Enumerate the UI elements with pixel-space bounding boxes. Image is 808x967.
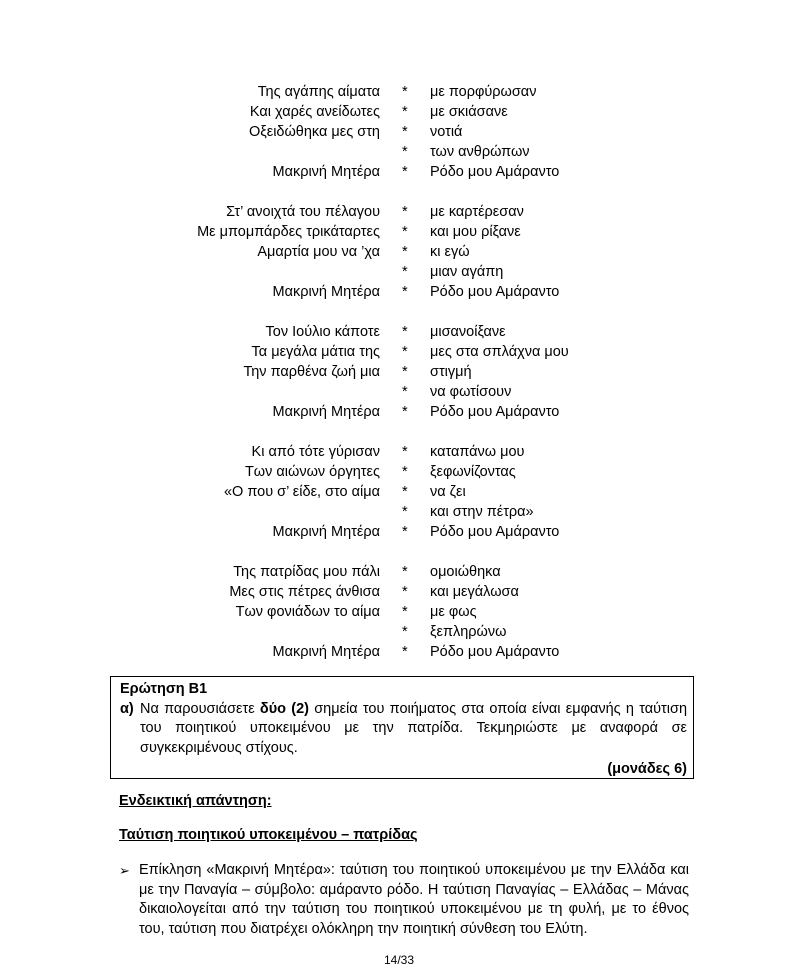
poem-line-left: Των φονιάδων το αίμα (235, 604, 380, 620)
poem-line (0, 562, 808, 582)
poem-line (0, 502, 808, 522)
poem-line (0, 642, 808, 662)
poem-separator: * (402, 144, 408, 160)
poem-line-right: Ρόδο μου Αμάραντο (430, 524, 560, 540)
poem-line (0, 482, 808, 502)
poem-line-right: και μεγάλωσα (430, 584, 519, 600)
poem-line-right: μιαν αγάπη (430, 264, 504, 280)
poem-line-right: με καρτέρεσαν (430, 204, 524, 220)
question-box (110, 676, 694, 779)
poem-line-left: Μακρινή Μητέρα (272, 404, 380, 420)
question-points: (μονάδες 6) (607, 761, 687, 777)
arrow-bullet-icon: ➢ (119, 863, 130, 878)
poem-line (0, 222, 808, 242)
poem-line-left: Της πατρίδας μου πάλι (233, 564, 380, 580)
poem-line (0, 522, 808, 542)
poem-line-left: Της αγάπης αίματα (257, 84, 380, 100)
poem-line (0, 242, 808, 262)
poem-separator: * (402, 224, 408, 240)
poem-separator: * (402, 244, 408, 260)
poem-stanza (0, 202, 808, 302)
poem-separator: * (402, 164, 408, 180)
poem-separator: * (402, 584, 408, 600)
poem-stanza (0, 82, 808, 182)
poem-line-right: ξεφωνίζοντας (430, 464, 516, 480)
poem-line-left: Στ’ ανοιχτά του πέλαγου (226, 204, 380, 220)
poem-separator: * (402, 444, 408, 460)
poem-line (0, 102, 808, 122)
poem-line (0, 82, 808, 102)
poem-line-left: Μακρινή Μητέρα (272, 524, 380, 540)
poem-separator: * (402, 104, 408, 120)
poem-separator: * (402, 464, 408, 480)
answer-bullet-text: Επίκληση «Μακρινή Μητέρα»: ταύτιση του ποιητικού υποκειμένου με την Ελλάδα και με την Παναγία – σύμβολο: αμάραντο ρόδο. Η ταύτιση Παναγίας – Ελλάδας – Μάνας δικαιολογείται από την ταύτιση του ποιητικού υποκειμένου με τη φυλή, με το έθνος του, ταύτιση που διατρέχει ολόκληρη την ποιητική σύνθεση του Ελύτη. (139, 862, 689, 937)
poem-line-left: Οξειδώθηκα μες στη (248, 124, 380, 140)
poem-separator: * (402, 484, 408, 500)
poem-line-right: να φωτίσουν (430, 384, 512, 400)
poem-line-right: στιγμή (430, 364, 472, 380)
poem-line-left: Με μπομπάρδες τρικάταρτες (197, 224, 380, 240)
poem-line-left: Τα μεγάλα μάτια της (251, 344, 380, 360)
poem-separator: * (402, 524, 408, 540)
poem-line-right: των ανθρώπων (430, 144, 530, 160)
question-title: Ερώτηση Β1 (120, 681, 208, 697)
poem-line-left: Μακρινή Μητέρα (272, 284, 380, 300)
poem-line (0, 162, 808, 182)
poem-line (0, 622, 808, 642)
poem-separator: * (402, 504, 408, 520)
poem-line (0, 142, 808, 162)
poem-line-left: Και χαρές ανείδωτες (249, 104, 380, 120)
poem-separator: * (402, 124, 408, 140)
poem-separator: * (402, 564, 408, 580)
poem-line-right: με πορφύρωσαν (430, 84, 537, 100)
poem-line-left: Αμαρτία μου να ’χα (257, 244, 380, 260)
poem-line-left: Των αιώνων όργητες (244, 464, 380, 480)
poem-separator: * (402, 404, 408, 420)
poem-line-right: Ρόδο μου Αμάραντο (430, 164, 560, 180)
poem-separator: * (402, 284, 408, 300)
poem-line-right: Ρόδο μου Αμάραντο (430, 284, 560, 300)
poem-line-left: Κι από τότε γύρισαν (251, 444, 380, 460)
poem-line-left: Την παρθένα ζωή μια (243, 364, 380, 380)
poem-separator: * (402, 84, 408, 100)
poem-line-right: μισανοίξανε (430, 324, 506, 340)
poem-separator: * (402, 644, 408, 660)
question-text-before: Να παρουσιάσετε (140, 700, 260, 717)
poem-line-right: καταπάνω μου (430, 444, 525, 460)
poem-line-right: και στην πέτρα» (430, 504, 534, 520)
poem-line-right: Ρόδο μου Αμάραντο (430, 404, 560, 420)
poem-line (0, 582, 808, 602)
poem-line-right: κι εγώ (430, 244, 470, 260)
answer-heading: Ενδεικτική απάντηση: (119, 793, 272, 809)
poem-line (0, 202, 808, 222)
poem-stanza (0, 322, 808, 422)
question-body (140, 700, 687, 759)
answer-subheading: Ταύτιση ποιητικού υποκειμένου – πατρίδας (119, 827, 418, 843)
page-number: 14/33 (384, 953, 415, 967)
poem-line (0, 462, 808, 482)
poem-line-right: ομοιώθηκα (430, 564, 501, 580)
poem-line-right: να ζει (430, 484, 466, 500)
poem-separator: * (402, 264, 408, 280)
poem-line (0, 402, 808, 422)
question-label: α) (120, 700, 134, 717)
poem-separator: * (402, 624, 408, 640)
poem-line-right: Ρόδο μου Αμάραντο (430, 644, 560, 660)
poem-line-right: ξεπληρώνω (430, 624, 507, 640)
poem-line (0, 342, 808, 362)
poem-separator: * (402, 364, 408, 380)
poem-line-right: με σκιάσανε (430, 104, 508, 120)
poem-line (0, 602, 808, 622)
poem-line-right: και μου ρίξανε (430, 224, 521, 240)
poem-line (0, 122, 808, 142)
poem-line-left: Μακρινή Μητέρα (272, 164, 380, 180)
poem-stanza (0, 562, 808, 662)
poem-stanza (0, 442, 808, 542)
poem-line-left: Μες στις πέτρες άνθισα (229, 584, 380, 600)
poem-separator: * (402, 344, 408, 360)
answer-bullet (119, 861, 689, 939)
poem-line (0, 322, 808, 342)
question-text (120, 700, 687, 759)
question-text-bold: δύο (2) (259, 700, 309, 717)
poem-separator: * (402, 384, 408, 400)
poem-line (0, 362, 808, 382)
poem-line-left: Τον Ιούλιο κάποτε (265, 324, 380, 340)
poem-line-left: Μακρινή Μητέρα (272, 644, 380, 660)
poem (0, 82, 808, 682)
poem-line-right: μες στα σπλάχνα μου (430, 344, 569, 360)
poem-line-right: με φως (430, 604, 477, 620)
question-text-after: σημεία του ποιήματος στα οποία είναι εμφανής η ταύτιση του ποιητικού υποκειμένου με την πατρίδα. Τεκμηριώστε με αναφορά σε συγκεκριμένους στίχους. (140, 700, 688, 756)
poem-line (0, 282, 808, 302)
poem-separator: * (402, 324, 408, 340)
poem-line (0, 382, 808, 402)
poem-line-left: «Ο που σ’ είδε, στο αίμα (223, 484, 380, 500)
poem-separator: * (402, 204, 408, 220)
poem-line (0, 262, 808, 282)
poem-line (0, 442, 808, 462)
poem-line-right: νοτιά (430, 124, 463, 140)
poem-separator: * (402, 604, 408, 620)
